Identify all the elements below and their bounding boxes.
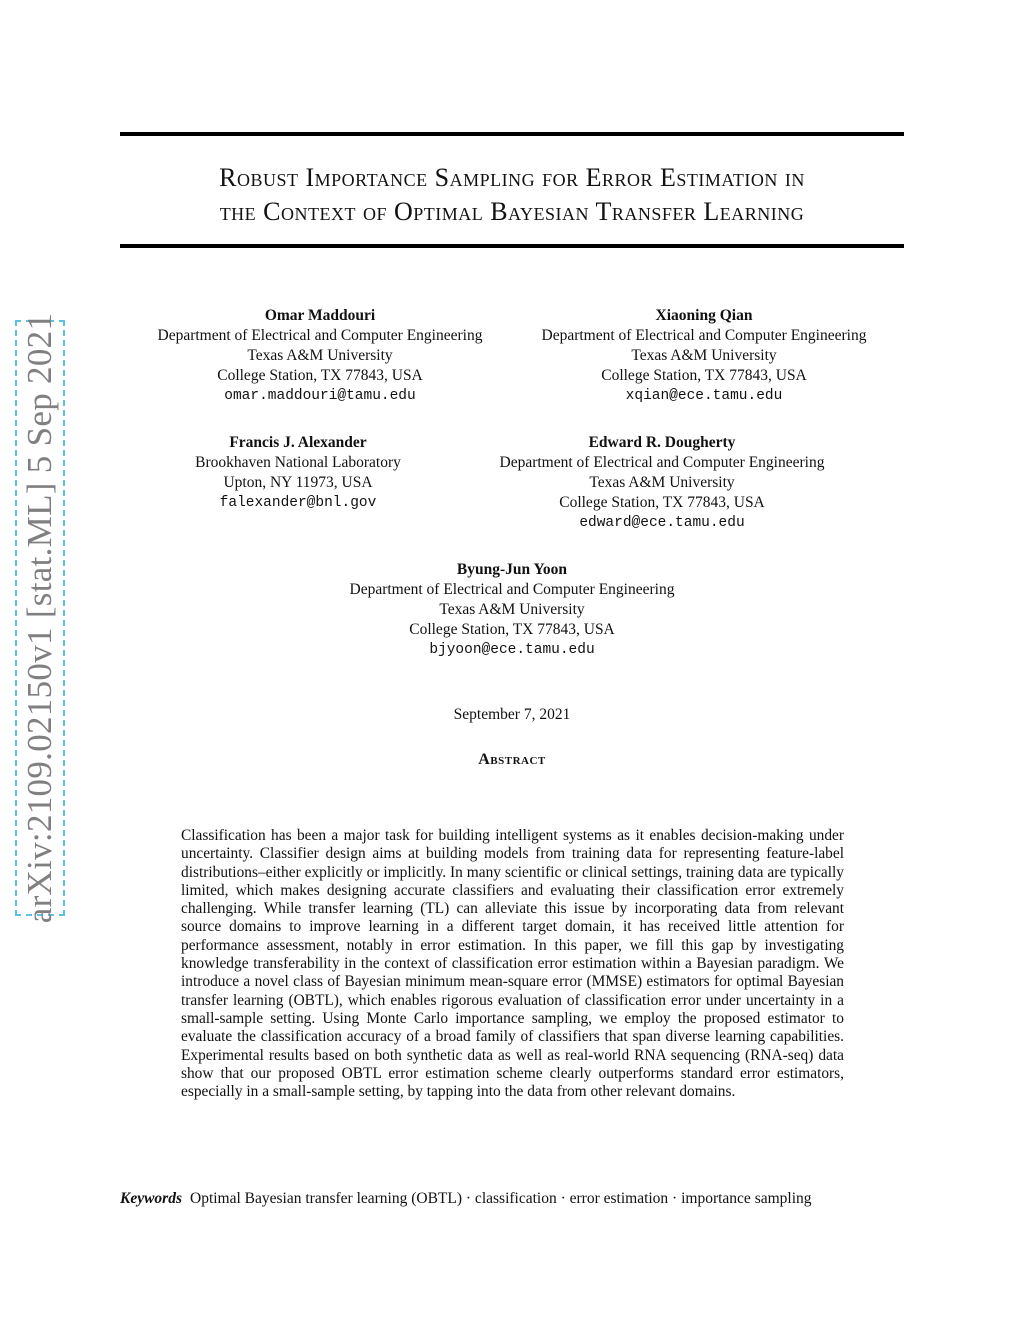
author-address: Upton, NY 11973, USA xyxy=(223,474,373,491)
author-affiliation: Brookhaven National Laboratory xyxy=(195,454,401,471)
author-address: College Station, TX 77843, USA xyxy=(559,494,765,511)
author-address: College Station, TX 77843, USA xyxy=(601,367,807,384)
author-block xyxy=(514,306,894,406)
author-block xyxy=(312,560,712,660)
author-department: Department of Electrical and Computer Engineering xyxy=(499,454,825,471)
paper-title xyxy=(120,161,904,229)
author-name: Francis J. Alexander xyxy=(229,434,367,451)
author-email[interactable]: falexander@bnl.gov xyxy=(219,495,377,511)
author-email[interactable]: xqian@ece.tamu.edu xyxy=(625,388,783,404)
title-top-rule xyxy=(120,132,904,136)
paper-title-line-1: Robust Importance Sampling for Error Estimation in xyxy=(219,163,805,192)
abstract-body: Classification has been a major task for building intelligent systems as it enables decision-making under uncertainty. Classifier design aims at building models from training data for representing feature-label distributions–either explicitly or implicitly. In many scientific or clinical settings, training data are typically limited, which makes designing accurate classifiers and evaluating their classification error extremely challenging. While transfer learning (TL) can alleviate this issue by incorporating data from relevant source domains to improve learning in a different target domain, it has received little attention for performance assessment, notably in error estimation. In this paper, we fill this gap by investigating knowledge transferability in the context of classification error estimation within a Bayesian paradigm. We introduce a novel class of Bayesian minimum mean-square error (MMSE) estimators for optimal Bayesian transfer learning (OBTL), which enables rigorous evaluation of classification error under uncertainty in a small-sample setting. Using Monte Carlo importance sampling, we employ the proposed estimator to evaluate the classification accuracy of a broad family of classifiers that span diverse learning capabilities. Experimental results based on both synthetic data as well as real-world RNA sequencing (RNA-seq) data show that our proposed OBTL error estimation scheme clearly outperforms standard error estimators, especially in a small-sample setting, by tapping into the data from other relevant domains. xyxy=(181,827,844,1101)
author-name: Edward R. Dougherty xyxy=(588,434,736,451)
abstract-heading: Abstract xyxy=(478,751,546,768)
paper-title-line-2: the Context of Optimal Bayesian Transfer Learning xyxy=(219,197,805,226)
author-email[interactable]: bjyoon@ece.tamu.edu xyxy=(429,642,595,658)
author-department: Department of Electrical and Computer Engineering xyxy=(349,581,675,598)
author-affiliation: Texas A&M University xyxy=(631,347,777,364)
title-bottom-rule xyxy=(120,244,904,248)
author-email[interactable]: edward@ece.tamu.edu xyxy=(579,515,745,531)
author-name: Xiaoning Qian xyxy=(655,307,753,324)
publication-date: September 7, 2021 xyxy=(453,706,571,723)
author-email[interactable]: omar.maddouri@tamu.edu xyxy=(224,388,416,404)
author-name: Byung-Jun Yoon xyxy=(456,561,568,578)
author-affiliation: Texas A&M University xyxy=(439,601,585,618)
keywords-line xyxy=(120,1190,920,1208)
author-address: College Station, TX 77843, USA xyxy=(409,621,615,638)
author-affiliation: Texas A&M University xyxy=(247,347,393,364)
author-department: Department of Electrical and Computer Engineering xyxy=(541,327,867,344)
author-affiliation: Texas A&M University xyxy=(589,474,735,491)
keywords-text: Optimal Bayesian transfer learning (OBTL) · classification · error estimation · importance sampling xyxy=(190,1190,812,1207)
arxiv-identifier[interactable]: arXiv:2109.02150v1 [stat.ML] 5 Sep 2021 xyxy=(20,312,59,924)
keywords-label: Keywords xyxy=(120,1190,182,1207)
author-name: Omar Maddouri xyxy=(264,307,376,324)
author-department: Department of Electrical and Computer Engineering xyxy=(157,327,483,344)
author-block xyxy=(472,433,852,533)
author-block xyxy=(130,306,510,406)
author-block xyxy=(160,433,436,513)
author-address: College Station, TX 77843, USA xyxy=(217,367,423,384)
